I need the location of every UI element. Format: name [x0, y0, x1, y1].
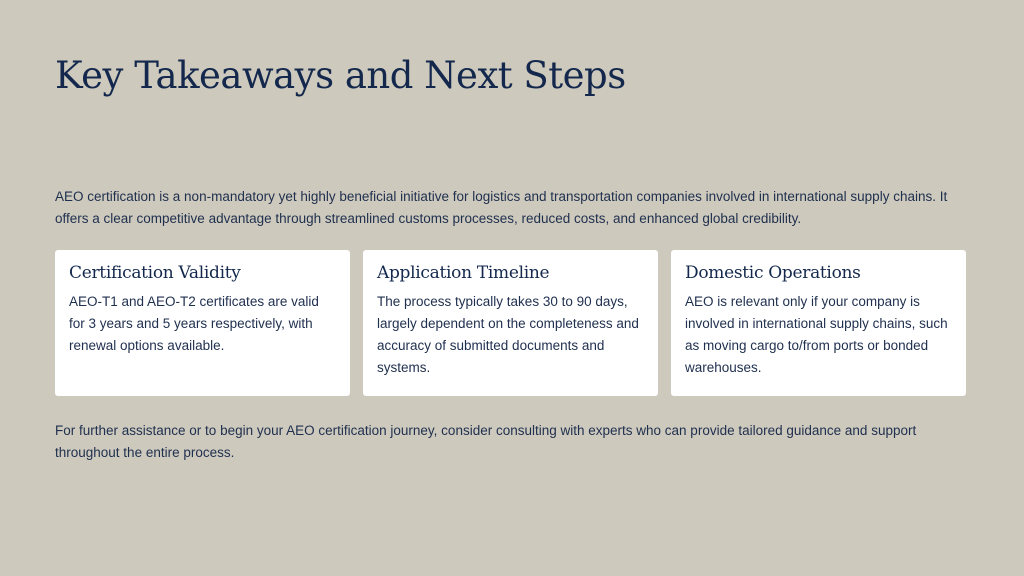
card-domestic-operations	[671, 250, 966, 396]
card-body: The process typically takes 30 to 90 days, largely dependent on the completeness and accuracy of submitted documents and systems.	[377, 294, 639, 375]
takeaway-cards	[55, 250, 966, 396]
closing-paragraph: For further assistance or to begin your AEO certification journey, consider consulting with experts who can provide tailored guidance and support throughout the entire process.	[55, 423, 917, 460]
card-body: AEO is relevant only if your company is involved in international supply chains, such as moving cargo to/from ports or bonded warehouses.	[685, 294, 948, 375]
card-title: Application Timeline	[377, 263, 550, 283]
card-body: AEO-T1 and AEO-T2 certificates are valid for 3 years and 5 years respectively, with renewal options available.	[69, 294, 319, 353]
card-application-timeline	[363, 250, 658, 396]
slide-title: Key Takeaways and Next Steps	[55, 54, 626, 97]
card-certification-validity	[55, 250, 350, 396]
card-title: Certification Validity	[69, 263, 241, 283]
intro-paragraph: AEO certification is a non-mandatory yet highly beneficial initiative for logistics and transportation companies involved in international supply chains. It offers a clear competitive advantage through streamlined customs processes, reduced costs, and enhanced global credibility.	[55, 189, 948, 226]
card-title: Domestic Operations	[685, 263, 861, 283]
